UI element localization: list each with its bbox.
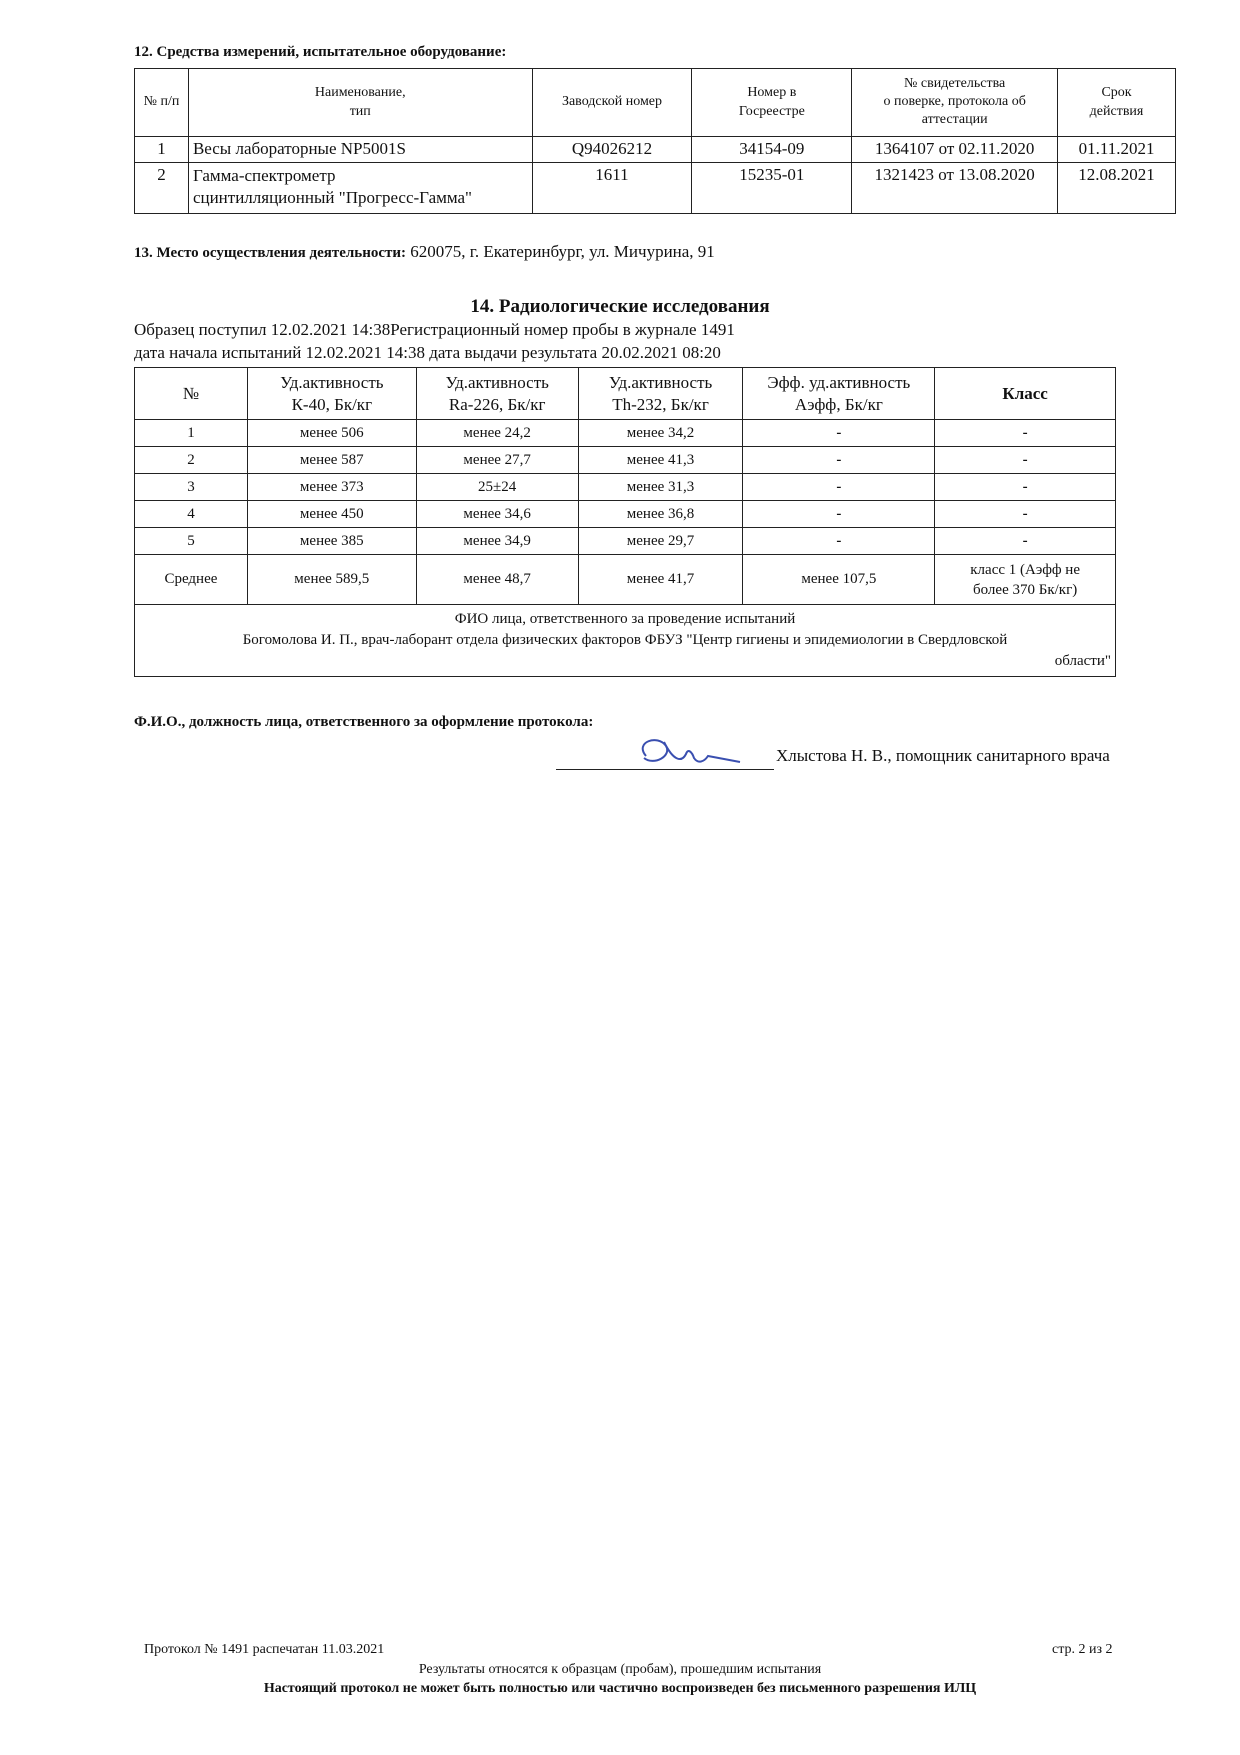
row-validity: 01.11.2021 (1058, 136, 1176, 162)
row-name-line1: Гамма-спектрометр (192, 165, 336, 185)
table-row (135, 136, 1176, 162)
cell-ra226: 25±24 (416, 474, 578, 501)
cell-eff: - (743, 420, 935, 447)
header-name (188, 69, 532, 137)
section13-line (134, 242, 715, 262)
header-cert (852, 69, 1058, 137)
header-eff (743, 368, 935, 420)
header-ra226-line2: Ra-226, Бк/кг (448, 394, 546, 414)
cell-th232: менее 36,8 (578, 501, 743, 528)
footer-page: стр. 2 из 2 (1052, 1642, 1113, 1657)
header-cert-line3: аттестации (921, 112, 988, 128)
cell-class-line2: более 370 Бк/кг) (973, 581, 1078, 598)
header-validity (1058, 69, 1176, 137)
header-class: Класс (935, 368, 1116, 420)
cell-class: - (935, 528, 1116, 555)
section14-title: 14. Радиологические исследования (470, 296, 770, 317)
footer-protocol: Протокол № 1491 распечатан 11.03.2021 (144, 1642, 385, 1657)
cell-eff: - (743, 528, 935, 555)
cell-class (935, 555, 1116, 605)
radiology-table (134, 367, 1116, 677)
section13-value: 620075, г. Екатеринбург, ул. Мичурина, 91 (406, 242, 715, 261)
cell-eff: - (743, 501, 935, 528)
header-name-line1: Наименование, (314, 85, 406, 101)
average-row (135, 555, 1116, 605)
cell-ra226: менее 48,7 (416, 555, 578, 605)
cell-k40: менее 587 (247, 447, 416, 474)
row-num: 1 (135, 136, 189, 162)
row-num: 2 (135, 162, 189, 213)
footer-line2: Настоящий протокол не может быть полностью или частично воспроизведен без письменного разрешения ИЛЦ (263, 1681, 977, 1696)
cell-ra226: менее 27,7 (416, 447, 578, 474)
cell-k40: менее 450 (247, 501, 416, 528)
header-k40-line2: К-40, Бк/кг (291, 394, 373, 414)
responsible-row (135, 605, 1116, 677)
table-row (135, 420, 1116, 447)
radiology-header-row (135, 368, 1116, 420)
table-row (135, 528, 1116, 555)
header-serial: Заводской номер (532, 69, 692, 137)
cell-class: - (935, 501, 1116, 528)
header-th232-line1: Уд.активность (608, 372, 713, 392)
header-k40 (247, 368, 416, 420)
cell-eff: - (743, 474, 935, 501)
cell-k40: менее 506 (247, 420, 416, 447)
cell-class: - (935, 420, 1116, 447)
section13-label: 13. Место осуществления деятельности: (134, 245, 407, 261)
row-name (188, 162, 532, 213)
cell-th232: менее 41,3 (578, 447, 743, 474)
row-validity: 12.08.2021 (1058, 162, 1176, 213)
header-registry (692, 69, 852, 137)
equipment-table (134, 68, 1176, 214)
equipment-header-row (135, 69, 1176, 137)
row-serial: Q94026212 (532, 136, 692, 162)
table-row (135, 501, 1116, 528)
cell-num: 1 (135, 420, 248, 447)
cell-num: 3 (135, 474, 248, 501)
responsible-line1: Богомолова И. П., врач-лаборант отдела физических факторов ФБУЗ "Центр гигиены и эпидемиологии в Свердловской (242, 632, 1008, 648)
sample-info-line2: дата начала испытаний 12.02.2021 14:38 дата выдачи результата 20.02.2021 08:20 (134, 343, 721, 362)
cell-num: 4 (135, 501, 248, 528)
header-num: № п/п (135, 69, 189, 137)
cell-th232: менее 31,3 (578, 474, 743, 501)
cell-num: 5 (135, 528, 248, 555)
signoff-label: Ф.И.О., должность лица, ответственного за оформление протокола: (134, 714, 594, 730)
table-row (135, 162, 1176, 213)
header-cert-line1: № свидетельства (904, 76, 1006, 92)
header-registry-line2: Госреестре (738, 104, 805, 120)
footer-line1: Результаты относятся к образцам (пробам), прошедшим испытания (418, 1662, 822, 1677)
row-cert: 1364107 от 02.11.2020 (852, 136, 1058, 162)
cell-class-line1: класс 1 (Аэфф не (970, 561, 1080, 578)
cell-num: Среднее (135, 555, 248, 605)
header-validity-line2: действия (1089, 104, 1144, 120)
header-registry-line1: Номер в (747, 85, 797, 101)
cell-th232: менее 41,7 (578, 555, 743, 605)
cell-k40: менее 373 (247, 474, 416, 501)
table-row (135, 474, 1116, 501)
row-registry: 15235-01 (692, 162, 852, 213)
section12-title: 12. Средства измерений, испытательное оборудование: (134, 44, 507, 60)
header-th232-line2: Th-232, Бк/кг (612, 394, 709, 414)
sample-info-line1: Образец поступил 12.02.2021 14:38Регистрационный номер пробы в журнале 1491 (134, 320, 735, 339)
signature-mark (628, 732, 748, 772)
cell-k40: менее 589,5 (247, 555, 416, 605)
cell-th232: менее 34,2 (578, 420, 743, 447)
header-k40-line1: Уд.активность (280, 372, 384, 392)
header-ra226-line1: Уд.активность (445, 372, 549, 392)
header-num: № (135, 368, 248, 420)
table-row (135, 447, 1116, 474)
responsible-title: ФИО лица, ответственного за проведение испытаний (454, 611, 796, 627)
header-eff-line2: Аэфф, Бк/кг (794, 394, 883, 414)
header-validity-line1: Срок (1101, 85, 1132, 101)
signoff-person: Хлыстова Н. В., помощник санитарного врача (776, 746, 1110, 765)
row-serial: 1611 (532, 162, 692, 213)
cell-num: 2 (135, 447, 248, 474)
cell-class: - (935, 447, 1116, 474)
cell-ra226: менее 34,6 (416, 501, 578, 528)
cell-k40: менее 385 (247, 528, 416, 555)
header-cert-line2: о поверке, протокола об (883, 94, 1026, 110)
row-cert: 1321423 от 13.08.2020 (852, 162, 1058, 213)
responsible-line2: области" (1054, 653, 1111, 669)
cell-eff: менее 107,5 (743, 555, 935, 605)
cell-class: - (935, 474, 1116, 501)
responsible-cell (135, 605, 1116, 677)
row-registry: 34154-09 (692, 136, 852, 162)
row-name: Весы лабораторные NP5001S (188, 136, 532, 162)
cell-eff: - (743, 447, 935, 474)
header-th232 (578, 368, 743, 420)
row-name-line2: сцинтилляционный "Прогресс-Гамма" (192, 187, 472, 207)
header-ra226 (416, 368, 578, 420)
cell-ra226: менее 34,9 (416, 528, 578, 555)
cell-th232: менее 29,7 (578, 528, 743, 555)
header-name-line2: тип (349, 104, 371, 120)
cell-ra226: менее 24,2 (416, 420, 578, 447)
header-eff-line1: Эфф. уд.активность (767, 372, 911, 392)
